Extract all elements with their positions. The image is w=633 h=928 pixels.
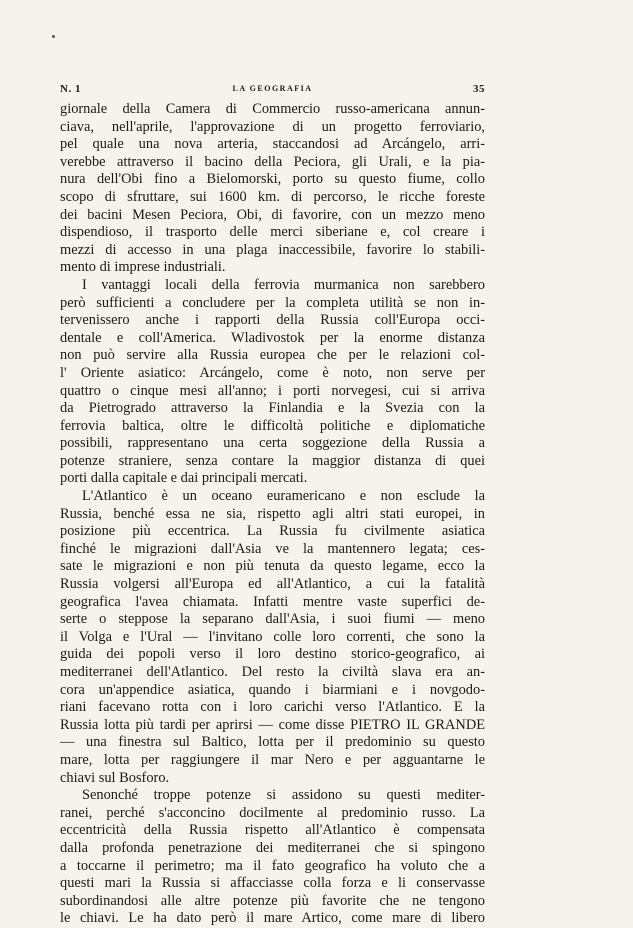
text-line: potenze straniere, senza contare la maggior distanza di quei [60,452,485,469]
text-line: L'Atlantico è un oceano euramericano e non esclude la [82,488,485,505]
text-line: I vantaggi locali della ferrovia murmanica non sarebbero [82,276,485,293]
issue-number: N. 1 [60,83,81,95]
text-line: nura dell'Obi fino a Bielomorski, porto su questo fiume, collo [60,171,485,188]
text-line: — una finestra sul Baltico, lotta per il predominio su questo [60,734,485,751]
page-header [60,83,485,99]
text-line: ferrovia baltica, oltre le difficoltà politiche e diplomatiche [60,417,485,434]
text-line: guida dei popoli verso il loro destino storico-geografico, ai [60,646,485,663]
text-line: sate le migrazioni e non più tenuta da questo legame, ecco la [60,558,485,575]
text-line: mediterranei dell'Atlantico. Del resto la civiltà slava era an- [60,664,485,680]
body-text [60,101,485,928]
text-line: finché le migrazioni dall'Asia ve la mantennero legata; ces- [60,540,485,557]
text-line: l' Oriente asiatico: Arcángelo, come è noto, non serve per [60,364,485,381]
text-line: verebbe attraverso il bacino della Peciora, gli Urali, e la pia- [60,153,485,170]
paper-speck [52,35,55,38]
text-line: posizione più eccentrica. La Russia fu civilmente asiatica [60,523,485,540]
text-line: porti dalla capitale e dai principali mercati. [60,470,308,487]
text-line: a toccarne il perimetro; ma il fato geografico ha voluto che a [60,857,485,874]
text-line: dentale e coll'America. Wladivostok per la enorme distanza [60,329,485,346]
text-line: eccentricità della Russia rispetto all'Atlantico è compensata [60,822,485,839]
text-line: dei bacini Mesen Peciora, Obi, di favorire, con un mezzo meno [60,206,485,223]
journal-title: LA GEOGRAFIA [232,84,313,93]
text-line: Senonché troppe potenze si assidono su questi mediter- [82,787,485,804]
text-line: dispendioso, il trasporto delle merci siberiane e, col creare i [60,224,485,241]
text-line: quattro o cinque mesi all'anno; i porti norvegesi, cui si arriva [60,382,485,399]
text-line: scopo di sfruttare, sui 1600 km. di percorso, le ricche foreste [60,188,485,205]
text-line: cora un'appendice asiatica, quando i biarmiani e i novgodo- [60,681,485,698]
page-number: 35 [473,83,485,95]
text-line: però sufficienti a concludere per la completa utilità se non in- [60,294,485,311]
paragraph [60,787,485,928]
text-line: Russia volgersi all'Europa ed all'Atlantico, a cui la fatalità [60,576,485,593]
text-line: possibili, rappresentano una certa soggezione della Russia a [60,435,485,452]
text-line: serte o steppose la separano dall'Asia, i suoi fiumi — meno [60,611,485,628]
text-line: non può servire alla Russia europea che per le relazioni col- [60,347,485,364]
text-line: Russia, benché essa ne sia, rispetto agli altri stati europei, in [60,505,485,522]
paragraph [60,101,485,277]
text-line: chiavi sul Bosforo. [60,769,170,786]
text-line: le chiavi. Le ha dato però il mare Artico, come mare di libero [60,910,485,927]
text-line: mento di imprese industriali. [60,259,226,276]
text-line: Russia lotta più tardi per aprirsi — come disse PIETRO IL GRANDE [60,716,485,733]
text-line: ranei, perché s'acconcino docilmente al predominio russo. La [60,804,485,821]
text-line: ciava, nell'aprile, l'approvazione di un progetto ferroviario, [60,118,485,135]
text-line: il Volga e l'Ural — l'invitano colle loro correnti, che sono la [60,628,485,645]
paragraph [60,277,485,488]
text-line: subordinandosi alle altre potenze più favorite che ne tengono [60,892,485,909]
text-line: giornale della Camera di Commercio russo-americana annun- [60,101,485,117]
text-line: geografica l'avea chiamata. Infatti mentre vaste superfici de- [60,593,485,610]
text-line: dalla profonda penetrazione dei mediterranei che si spingono [60,839,485,856]
text-line: tervenissero anche i rapporti della Russia coll'Europa occi- [60,312,485,329]
text-line: riani facevano rotta con i loro carichi verso l'Atlantico. E la [60,699,485,716]
text-line: mezzi di accesso in una plaga inaccessibile, favorire lo stabili- [60,241,485,258]
text-line: mare, lotta per raggiungere il mar Nero e per agguantarne le [60,751,485,768]
text-line: da Pietrogrado attraverso la Finlandia e la Svezia con la [60,400,485,417]
text-line: pel quale una nova arteria, staccandosi ad Arcángelo, arri- [60,136,485,153]
text-line: questi mari la Russia si affacciasse colla forza e li conservasse [60,875,485,892]
paragraph [60,488,485,787]
